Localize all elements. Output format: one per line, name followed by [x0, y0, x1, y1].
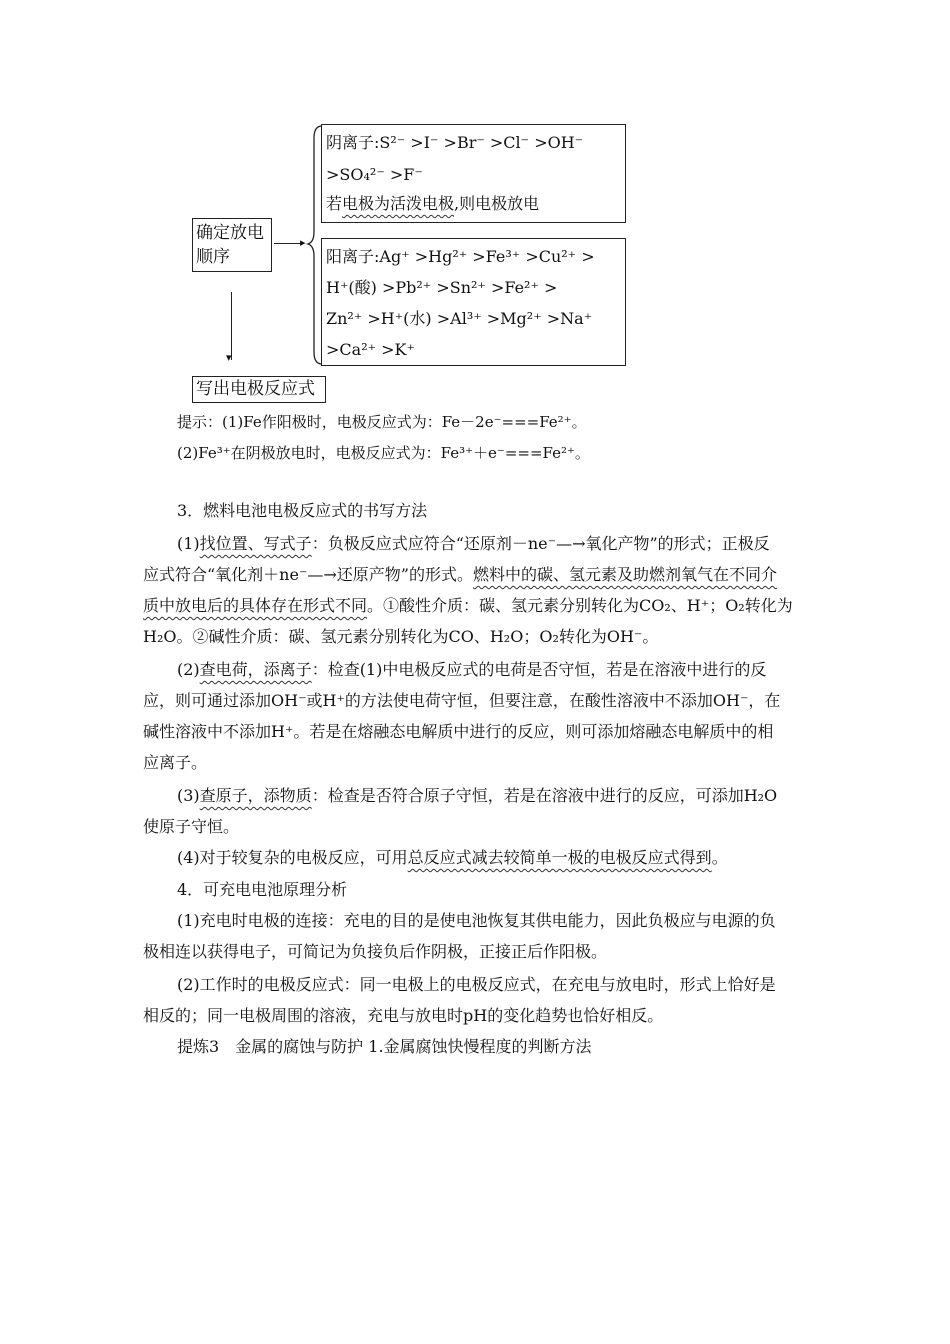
write-equation-label: 写出电极反应式 [196, 379, 315, 399]
s4-p2-line1: (2)工作时的电极反应式：同一电极上的电极反应式，在充电与放电时，形式上恰好是 [177, 975, 776, 994]
cation-order-box [321, 238, 626, 366]
s3-p3-wavy: 查原子，添物质 [199, 786, 312, 805]
s3-p3-line2: 使原子守恒。 [143, 817, 240, 836]
arrow-right-head: ▸ [300, 236, 306, 249]
s3-p2-wavy: 查电荷，添离子 [199, 660, 312, 679]
s3-p2-line4: 应离子。 [143, 753, 208, 772]
s3-p1-line3-wavy: 质中放电后的具体存在形式不同 [143, 596, 368, 615]
s3-p1-line3 [143, 590, 809, 621]
anion-line3 [326, 191, 621, 217]
cation-line4: >Ca²⁺ >K⁺ [326, 340, 415, 359]
footer-heading: 提炼3 金属的腐蚀与防护 1.金属腐蚀快慢程度的判断方法 [177, 1037, 592, 1056]
decide-order-line2: 顺序 [196, 247, 230, 267]
s3-p2-line1 [177, 654, 843, 685]
s3-p3-lead: (3) [177, 786, 200, 805]
anion-line3-wavy: 电极为活泼电极 [342, 194, 455, 213]
s4-p1-line1: (1)充电时电极的连接：充电的目的是使电池恢复其供电能力，因此负极应与电源的负 [177, 911, 776, 930]
s3-p3-line1-rest: ：检查是否符合原子守恒，若是在溶液中进行的反应，可添加H₂O [311, 786, 778, 805]
s3-p3-line1 [177, 780, 843, 811]
cation-line1: 阳离子:Ag⁺ >Hg²⁺ >Fe³⁺ >Cu²⁺ > [326, 247, 595, 266]
s3-p1-line2-a: 应式符合“氧化剂＋ne⁻—→还原产物”的形式。 [143, 565, 473, 584]
s3-p2-line2: 应，则可通过添加OH⁻或H⁺的方法使电荷守恒，但要注意，在酸性溶液中不添加OH⁻，在 [143, 691, 781, 710]
s4-p2-line2: 相反的；同一电极周围的溶液，充电与放电时pH的变化趋势也恰好相反。 [143, 1006, 664, 1025]
s4-p1-line2: 极相连以获得电子，可简记为负接负后作阴极，正接正后作阳极。 [143, 942, 608, 961]
anion-line3-prefix: 若 [326, 194, 343, 213]
anion-line3-suffix: ,则电极放电 [454, 194, 540, 213]
s3-p4-a: (4)对于较复杂的电极反应，可用 [177, 848, 408, 867]
s3-p4-wavy: 总反应式减去较简单一极的电极反应式得到 [407, 848, 712, 867]
hint-1: 提示：(1)Fe作阳极时，电极反应式为：Fe－2e⁻===Fe²⁺。 [177, 413, 587, 431]
arrow-down-shaft [231, 292, 232, 360]
decide-order-line1: 确定放电 [196, 223, 264, 243]
section4-title: 4．可充电电池原理分析 [177, 880, 348, 899]
write-equation-box [192, 376, 326, 403]
cation-line3: Zn²⁺ >H⁺(水) >Al³⁺ >Mg²⁺ >Na⁺ [326, 309, 593, 328]
s3-p1-lead: (1) [177, 534, 200, 553]
s3-p1-line1-rest: ：负极反应式应符合“还原剂－ne⁻—→氧化产物”的形式；正极反 [311, 534, 770, 553]
s3-p1-wavy: 找位置、写式子 [199, 534, 312, 553]
hint-2: (2)Fe³⁺在阴极放电时，电极反应式为：Fe³⁺＋e⁻===Fe²⁺。 [177, 444, 590, 462]
section3-title: 3．燃料电池电极反应式的书写方法 [177, 501, 428, 520]
s3-p1-line3-rest: 。①酸性介质：碳、氢元素分别转化为CO₂、H⁺；O₂转化为 [367, 596, 793, 615]
s3-p1-line4: H₂O。②碱性介质：碳、氢元素分别转化为CO、H₂O；O₂转化为OH⁻。 [143, 627, 659, 646]
arrow-down-head: ▾ [226, 351, 232, 364]
anion-line1: 阴离子:S²⁻ >I⁻ >Br⁻ >Cl⁻ >OH⁻ [326, 133, 584, 152]
anion-line2: >SO₄²⁻ >F⁻ [326, 165, 423, 184]
s3-p1-line2 [143, 559, 809, 590]
s3-p2-line3: 碱性溶液中不添加H⁺。若是在熔融态电解质中进行的反应，则可添加熔融态电解质中的相 [143, 722, 774, 741]
s3-p1-line2-wavy: 燃料中的碳、氢元素及助燃剂氧气在不同介 [473, 565, 778, 584]
s3-p4-b: 。 [711, 848, 728, 867]
decide-order-box [192, 218, 272, 272]
s3-p2-line1-rest: ：检查(1)中电极反应式的电荷是否守恒，若是在溶液中进行的反 [311, 660, 767, 679]
s3-p2-lead: (2) [177, 660, 200, 679]
anion-order-box [321, 124, 626, 223]
s3-p1-line1 [177, 528, 843, 559]
cation-line2: H⁺(酸) >Pb²⁺ >Sn²⁺ >Fe²⁺ > [326, 278, 558, 297]
s3-p4 [177, 842, 843, 873]
